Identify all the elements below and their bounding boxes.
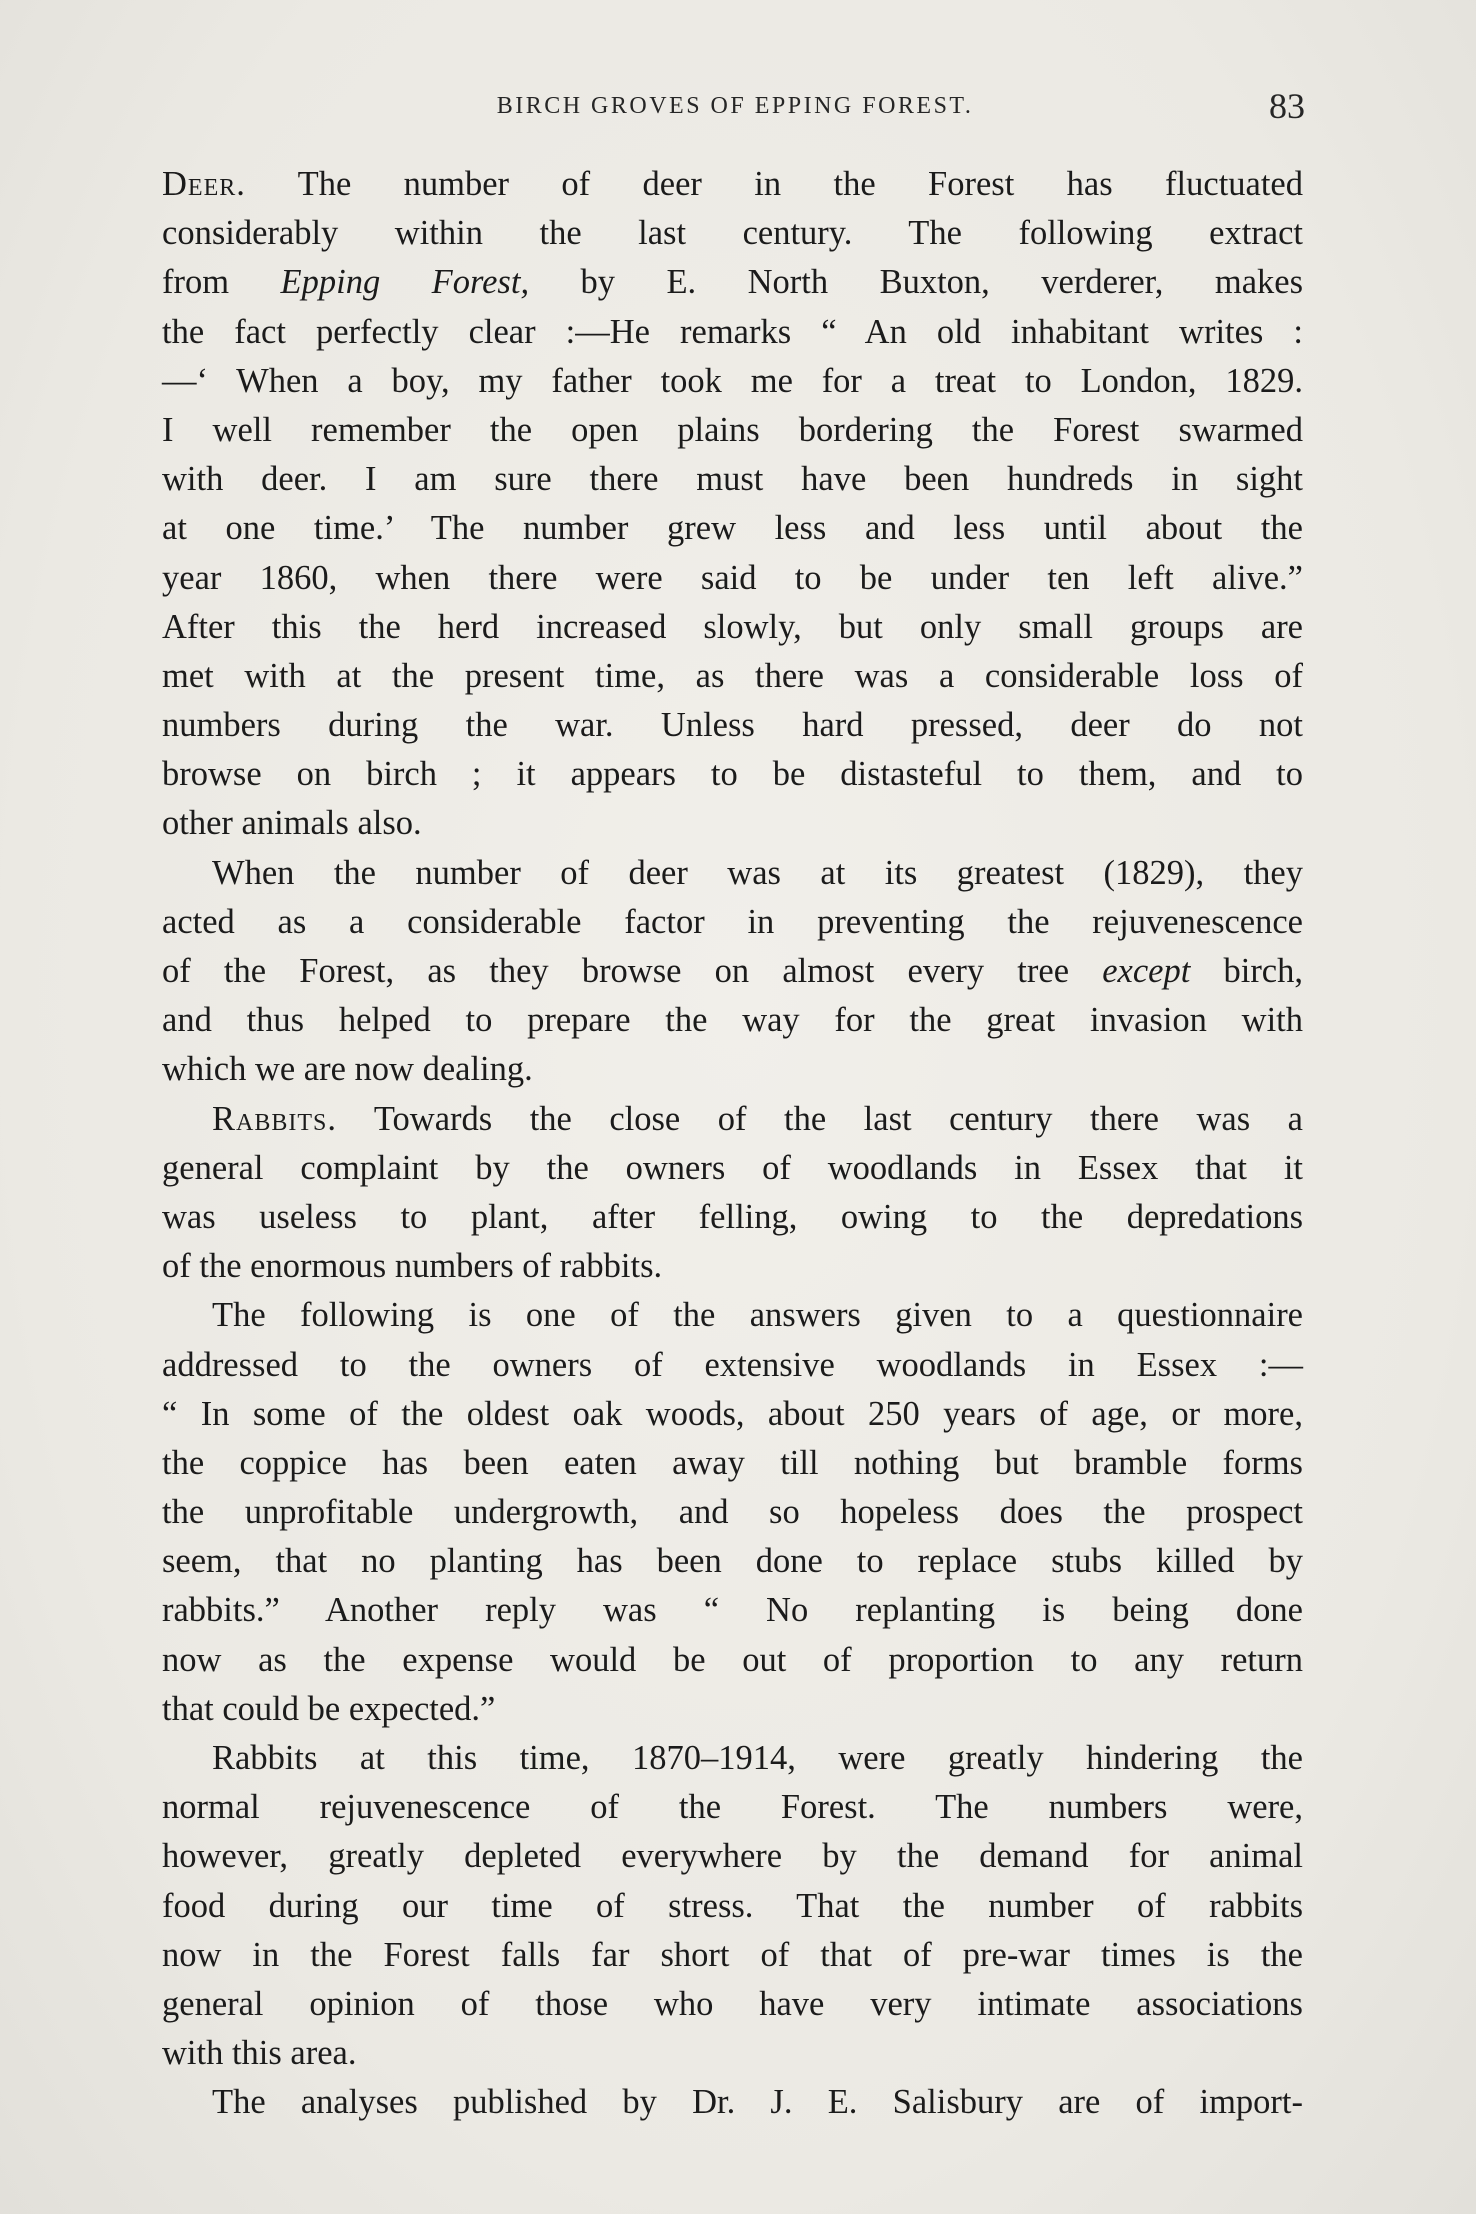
line-text: The number of deer in the Forest has fluctuated <box>245 165 1303 203</box>
line-text: —‘ When a boy, my father took me for a treat to London, 1829. <box>162 361 1303 400</box>
line-text: birch, <box>1190 952 1303 990</box>
line-text: by E. North Buxton, verderer, makes <box>529 263 1304 302</box>
text-line <box>162 1488 1303 1537</box>
line-text: with this area. <box>162 2034 357 2073</box>
line-text: and thus helped to prepare the way for the great invasion with <box>162 1001 1303 1040</box>
running-head <box>165 85 1305 125</box>
line-text: food during our time of stress. That the number of rabbits <box>162 1886 1303 1925</box>
line-text: normal rejuvenescence of the Forest. The numbers were, <box>162 1788 1303 1827</box>
line-text: The following is one of the answers given to a questionnaire <box>212 1296 1303 1335</box>
text-line <box>162 603 1303 652</box>
text-line <box>162 1095 1303 1144</box>
text-line <box>162 1439 1303 1488</box>
line-text: the fact perfectly clear :—He remarks “ An old inhabitant writes : <box>162 312 1303 351</box>
text-line <box>162 996 1303 1045</box>
line-text: from <box>162 263 281 302</box>
text-line <box>162 160 1303 209</box>
line-text: with deer. I am sure there must have been hundreds in sight <box>162 460 1303 499</box>
line-text: of the Forest, as they browse on almost every tree <box>162 952 1103 990</box>
line-text: After this the herd increased slowly, but only small groups are <box>162 607 1303 646</box>
text-line <box>162 308 1303 357</box>
text-line <box>162 357 1303 406</box>
line-text: of the enormous numbers of rabbits. <box>162 1247 663 1286</box>
italic-text: except <box>1102 952 1191 990</box>
text-line <box>162 504 1303 553</box>
text-line <box>162 799 1303 848</box>
text-line <box>162 1341 1303 1390</box>
text-line <box>162 898 1303 947</box>
line-text: which we are now dealing. <box>162 1050 533 1089</box>
text-line <box>162 1144 1303 1193</box>
text-line <box>162 652 1303 701</box>
line-text: was useless to plant, after felling, owing to the depredations <box>162 1197 1303 1236</box>
line-text: Rabbits at this time, 1870–1914, were greatly hindering the <box>212 1739 1303 1777</box>
line-text: numbers during the war. Unless hard pressed, deer do not <box>162 706 1303 745</box>
line-text: however, greatly depleted everywhere by the demand for animal <box>162 1837 1303 1876</box>
line-text: year 1860, when there were said to be under ten left alive.” <box>162 558 1303 597</box>
line-text: “ In some of the oldest oak woods, about 250 years of age, or more, <box>162 1394 1303 1433</box>
text-line <box>162 1685 1303 1734</box>
text-line <box>162 947 1303 996</box>
text-line <box>162 701 1303 750</box>
text-line <box>162 1931 1303 1980</box>
text-line <box>162 406 1303 455</box>
line-text: considerably within the last century. The following extract <box>162 214 1303 253</box>
section-heading: Rabbits. <box>212 1099 337 1138</box>
text-line <box>162 1242 1303 1291</box>
text-line <box>162 1537 1303 1586</box>
line-text: other animals also. <box>162 804 422 843</box>
page-number: 83 <box>1269 86 1305 126</box>
text-line <box>162 1882 1303 1931</box>
body-text <box>162 160 1303 2128</box>
text-line <box>162 1390 1303 1439</box>
line-text: general opinion of those who have very intimate associations <box>162 1984 1303 2023</box>
line-text: The analyses published by Dr. J. E. Salisbury are of import- <box>212 2083 1303 2122</box>
text-line <box>162 1193 1303 1242</box>
text-line <box>162 455 1303 504</box>
text-line <box>162 750 1303 799</box>
text-line <box>162 1586 1303 1635</box>
line-text: I well remember the open plains bordering the Forest swarmed <box>162 410 1303 449</box>
text-line <box>162 1045 1303 1094</box>
line-text: the unprofitable undergrowth, and so hopeless does the prospect <box>162 1493 1303 1532</box>
text-line <box>162 1980 1303 2029</box>
line-text: When the number of deer was at its greatest (1829), they <box>212 853 1303 892</box>
line-text: general complaint by the owners of woodlands in Essex that it <box>162 1148 1303 1187</box>
text-line <box>162 1832 1303 1881</box>
italic-text: Epping Forest, <box>280 263 530 302</box>
line-text: now in the Forest falls far short of that of pre-war times is the <box>162 1935 1303 1974</box>
line-text: now as the expense would be out of proportion to any return <box>162 1640 1303 1679</box>
line-text: addressed to the owners of extensive woodlands in Essex :— <box>162 1345 1303 1384</box>
line-text: met with at the present time, as there was a considerable loss of <box>162 656 1303 695</box>
running-title: BIRCH GROVES OF EPPING FOREST. <box>496 93 974 119</box>
line-text: Towards the close of the last century there was a <box>336 1099 1303 1138</box>
line-text: at one time.’ The number grew less and less until about the <box>162 509 1303 548</box>
line-text: that could be expected.” <box>162 1689 496 1728</box>
text-line <box>162 1636 1303 1685</box>
text-line <box>162 554 1303 603</box>
text-line <box>162 849 1303 898</box>
text-line <box>162 1291 1303 1340</box>
text-line <box>162 2029 1303 2078</box>
text-line <box>162 1783 1303 1832</box>
line-text: acted as a considerable factor in preventing the rejuvenescence <box>162 902 1303 941</box>
text-line <box>162 209 1303 258</box>
section-heading: Deer. <box>162 165 246 203</box>
line-text: browse on birch ; it appears to be distasteful to them, and to <box>162 755 1303 794</box>
text-line <box>162 2078 1303 2127</box>
text-line <box>162 258 1303 307</box>
line-text: rabbits.” Another reply was “ No replanting is being done <box>162 1591 1303 1630</box>
line-text: the coppice has been eaten away till nothing but bramble forms <box>162 1443 1303 1482</box>
text-line <box>162 1734 1303 1783</box>
line-text: seem, that no planting has been done to replace stubs killed by <box>162 1542 1303 1581</box>
